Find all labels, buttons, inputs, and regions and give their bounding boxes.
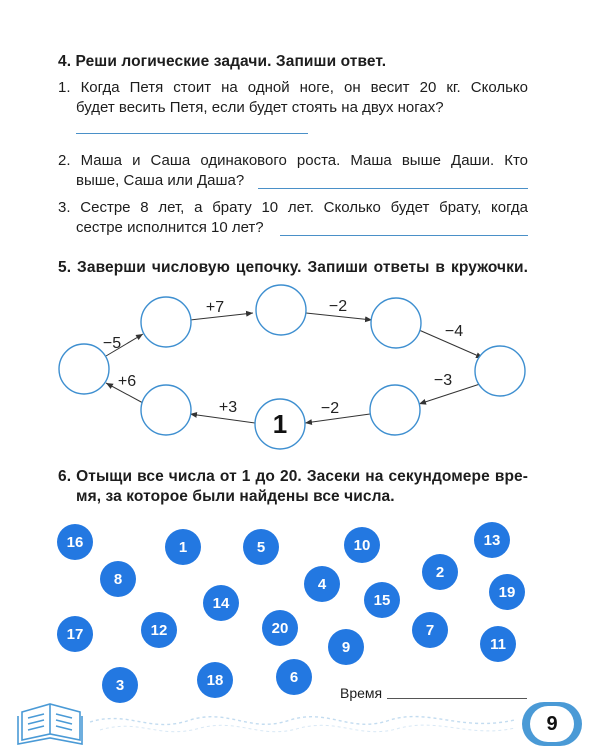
number-circle[interactable]: 3 xyxy=(102,667,138,703)
number-circle[interactable]: 17 xyxy=(57,616,93,652)
task-4-item-3-line-1: 3. Сестре 8 лет, а брату 10 лет. Сколько будет брату, когда xyxy=(58,199,528,216)
number-circle[interactable]: 10 xyxy=(344,527,380,563)
number-circle[interactable]: 12 xyxy=(141,612,177,648)
number-circle[interactable]: 20 xyxy=(262,610,298,646)
number-circle[interactable]: 18 xyxy=(197,662,233,698)
operation-label: −3 xyxy=(433,372,453,389)
chain-circle-left[interactable] xyxy=(59,344,109,394)
chain-circle-right[interactable] xyxy=(475,346,525,396)
book-icon xyxy=(18,704,82,744)
chain-circle-top-3[interactable] xyxy=(371,298,421,348)
task-4-item-1-line-1: 1. Когда Петя стоит на одной ноге, он весит 20 кг. Сколько xyxy=(58,79,528,96)
operation-label: +6 xyxy=(117,373,137,390)
time-label: Время xyxy=(340,685,383,701)
number-circle[interactable]: 2 xyxy=(422,554,458,590)
operation-label: +3 xyxy=(218,399,238,416)
task-4-item-1-line-2: будет весить Петя, если будет стоять на двух ногах? xyxy=(76,99,444,116)
operation-label: −4 xyxy=(444,323,464,340)
number-circle[interactable]: 19 xyxy=(489,574,525,610)
page-number: 9 xyxy=(530,706,574,742)
number-circle[interactable]: 8 xyxy=(100,561,136,597)
chain-circle-bottom-1[interactable] xyxy=(141,385,191,435)
task-4-item-3-line-2: сестре исполнится 10 лет? xyxy=(76,219,264,236)
chain-start-value: 1 xyxy=(272,409,288,439)
task-5-title: 5. Заверши числовую цепочку. Запиши ответы в кружочки. xyxy=(58,259,528,276)
operation-label: −2 xyxy=(320,400,340,417)
task-4-item-2-line-1: 2. Маша и Саша одинакового роста. Маша выше Даши. Кто xyxy=(58,152,528,169)
number-circle[interactable]: 5 xyxy=(243,529,279,565)
number-circle[interactable]: 4 xyxy=(304,566,340,602)
number-circle[interactable]: 11 xyxy=(480,626,516,662)
task-4-title: 4. Реши логические задачи. Запиши ответ. xyxy=(58,53,387,70)
number-circle[interactable]: 16 xyxy=(57,524,93,560)
number-circle[interactable]: 1 xyxy=(165,529,201,565)
task-4-item-2-line-2: выше, Саша или Даша? xyxy=(76,172,245,189)
number-circle[interactable]: 9 xyxy=(328,629,364,665)
operation-label: −5 xyxy=(102,335,122,352)
number-circle[interactable]: 15 xyxy=(364,582,400,618)
footer-decoration xyxy=(0,690,600,750)
task-6-title-line-1: 6. Отыщи все числа от 1 до 20. Засеки на секундомере вре- xyxy=(58,468,528,485)
chain-circle-top-1[interactable] xyxy=(141,297,191,347)
number-circle[interactable]: 13 xyxy=(474,522,510,558)
chain-circle-top-2[interactable] xyxy=(256,285,306,335)
number-circle[interactable]: 7 xyxy=(412,612,448,648)
operation-label: −2 xyxy=(328,298,348,315)
chain-circle-bottom-3[interactable] xyxy=(370,385,420,435)
operation-label: +7 xyxy=(205,299,225,316)
number-circle[interactable]: 6 xyxy=(276,659,312,695)
number-circle[interactable]: 14 xyxy=(203,585,239,621)
task-6-title-line-2: мя, за которое были найдены все числа. xyxy=(76,488,395,505)
